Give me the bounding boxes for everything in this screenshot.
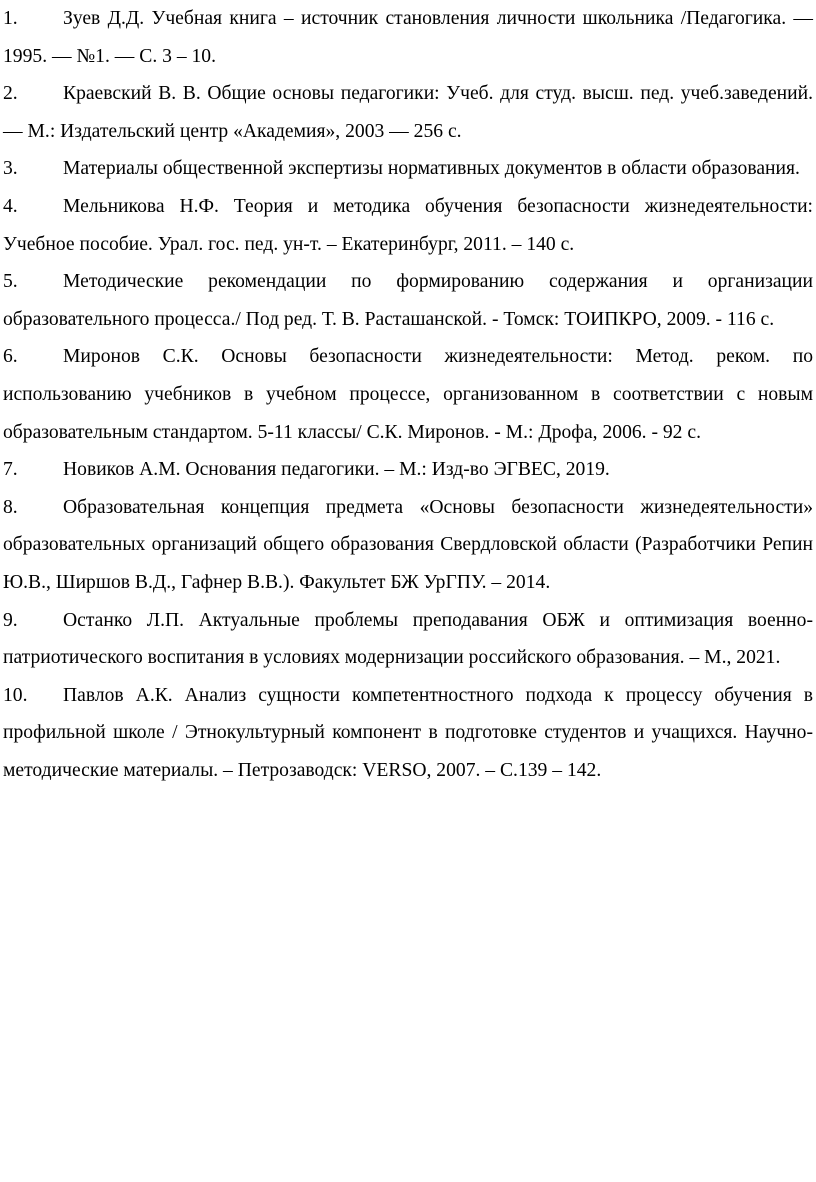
- reference-item: [3, 677, 813, 790]
- reference-item: [3, 0, 813, 75]
- reference-item: [3, 489, 813, 602]
- reference-text: Образовательная концепция предмета «Основы безопасности жизнедеятельности» образовательных организаций общего образования Свердловской области (Разработчики Репин Ю.В., Ширшов В.Д., Гафнер В.В.). Факультет БЖ УрГПУ. – 2014.: [3, 496, 813, 593]
- reference-text: Методические рекомендации по формированию содержания и организации образовательного процесса./ Под ред. Т. В. Расташанской. - Томск: ТОИПКРО, 2009. - 116 с.: [3, 271, 813, 330]
- reference-item: [3, 263, 813, 338]
- reference-text: Павлов А.К. Анализ сущности компетентностного подхода к процессу обучения в профильной школе / Этнокультурный компонент в подготовке студентов и учащихся. Научно-методические материалы. – Петрозаводск: VERSO, 2007. – С.139 – 142.: [3, 684, 813, 781]
- reference-item: [3, 150, 813, 188]
- reference-item: [3, 75, 813, 150]
- reference-item: [3, 338, 813, 451]
- reference-number: 10.: [3, 684, 28, 706]
- reference-text: Материалы общественной экспертизы нормативных документов в области образования.: [63, 158, 800, 180]
- reference-item: [3, 188, 813, 263]
- reference-text: Зуев Д.Д. Учебная книга – источник становления личности школьника /Педагогика. —1995. — №1. — С. 3 – 10.: [3, 8, 813, 67]
- reference-number: 7.: [3, 459, 18, 481]
- reference-number: 4.: [3, 195, 18, 217]
- reference-number: 6.: [3, 346, 18, 368]
- reference-item: [3, 451, 813, 489]
- reference-text: Краевский В. В. Общие основы педагогики: Учеб. для студ. высш. пед. учеб.заведений. — М.: Издательский центр «Академия», 2003 — 256 с.: [3, 83, 813, 142]
- reference-text: Останко Л.П. Актуальные проблемы преподавания ОБЖ и оптимизация военно-патриотического воспитания в условиях модернизации российского образования. – М., 2021.: [3, 609, 813, 669]
- reference-text: Миронов С.К. Основы безопасности жизнедеятельности: Метод. реком. по использованию учебников в учебном процессе, организованном в соответствии с новым образовательным стандартом. 5-11 классы/ С.К. Миронов. - М.: Дрофа, 2006. - 92 с.: [3, 346, 813, 443]
- reference-number: 3.: [3, 158, 18, 180]
- reference-text: Мельникова Н.Ф. Теория и методика обучения безопасности жизнедеятельности: Учебное пособие. Урал. гос. пед. ун-т. – Екатеринбург, 2011. – 140 с.: [3, 195, 813, 255]
- reference-list: [3, 0, 813, 789]
- reference-number: 9.: [3, 609, 18, 631]
- reference-item: [3, 602, 813, 677]
- reference-number: 5.: [3, 271, 18, 293]
- reference-number: 2.: [3, 83, 18, 105]
- reference-text: Новиков А.М. Основания педагогики. – М.: Изд-во ЭГВЕС, 2019.: [63, 459, 610, 481]
- reference-number: 8.: [3, 496, 18, 518]
- reference-number: 1.: [3, 8, 18, 29]
